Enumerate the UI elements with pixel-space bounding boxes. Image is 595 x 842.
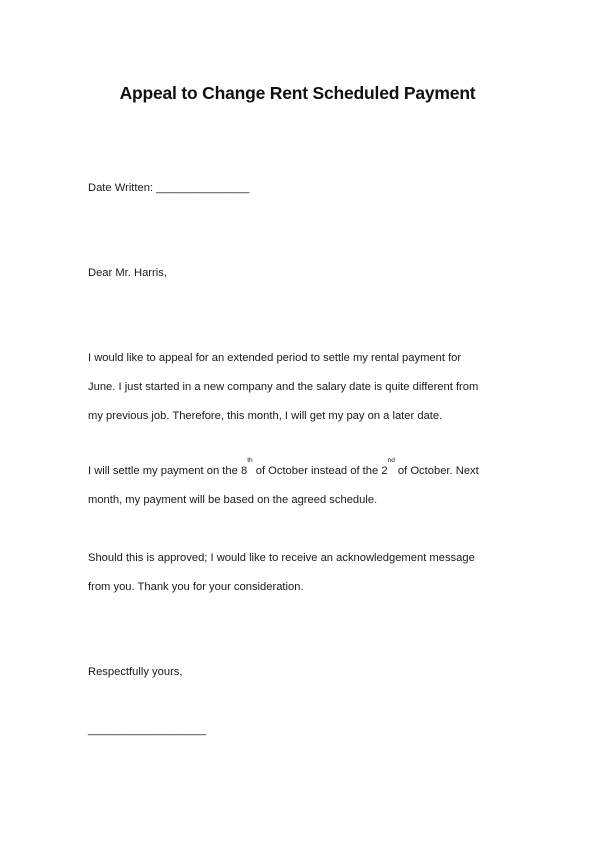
paragraph1-line2: June. I just started in a new company and the salary date is quite different from <box>88 381 479 393</box>
letter-title: Appeal to Change Rent Scheduled Payment <box>119 83 476 103</box>
paragraph3-line1: Should this is approved; I would like to receive an acknowledgement message <box>88 552 475 564</box>
paragraph2-text-part1: I will settle my payment on the 8 <box>88 465 248 477</box>
paragraph1-line1: I would like to appeal for an extended period to settle my rental payment for <box>88 352 462 364</box>
paragraph2-text-part2: of October instead of the 2 <box>252 465 388 477</box>
ordinal-suffix-nd: nd <box>387 457 395 464</box>
paragraph2-line1 <box>88 457 479 478</box>
paragraph2-text-part3: of October. Next <box>394 465 479 477</box>
signature-line: ___________________ <box>88 724 207 736</box>
paragraph1-line3: my previous job. Therefore, this month, I will get my pay on a later date. <box>88 410 443 422</box>
date-written-field: Date Written: _______________ <box>88 182 250 194</box>
salutation: Dear Mr. Harris, <box>88 267 167 279</box>
ordinal-suffix-th: th <box>247 457 253 464</box>
closing: Respectfully yours, <box>88 666 183 678</box>
paragraph2-line2: month, my payment will be based on the agreed schedule. <box>88 494 378 506</box>
paragraph3-line2: from you. Thank you for your consideration. <box>88 581 304 593</box>
